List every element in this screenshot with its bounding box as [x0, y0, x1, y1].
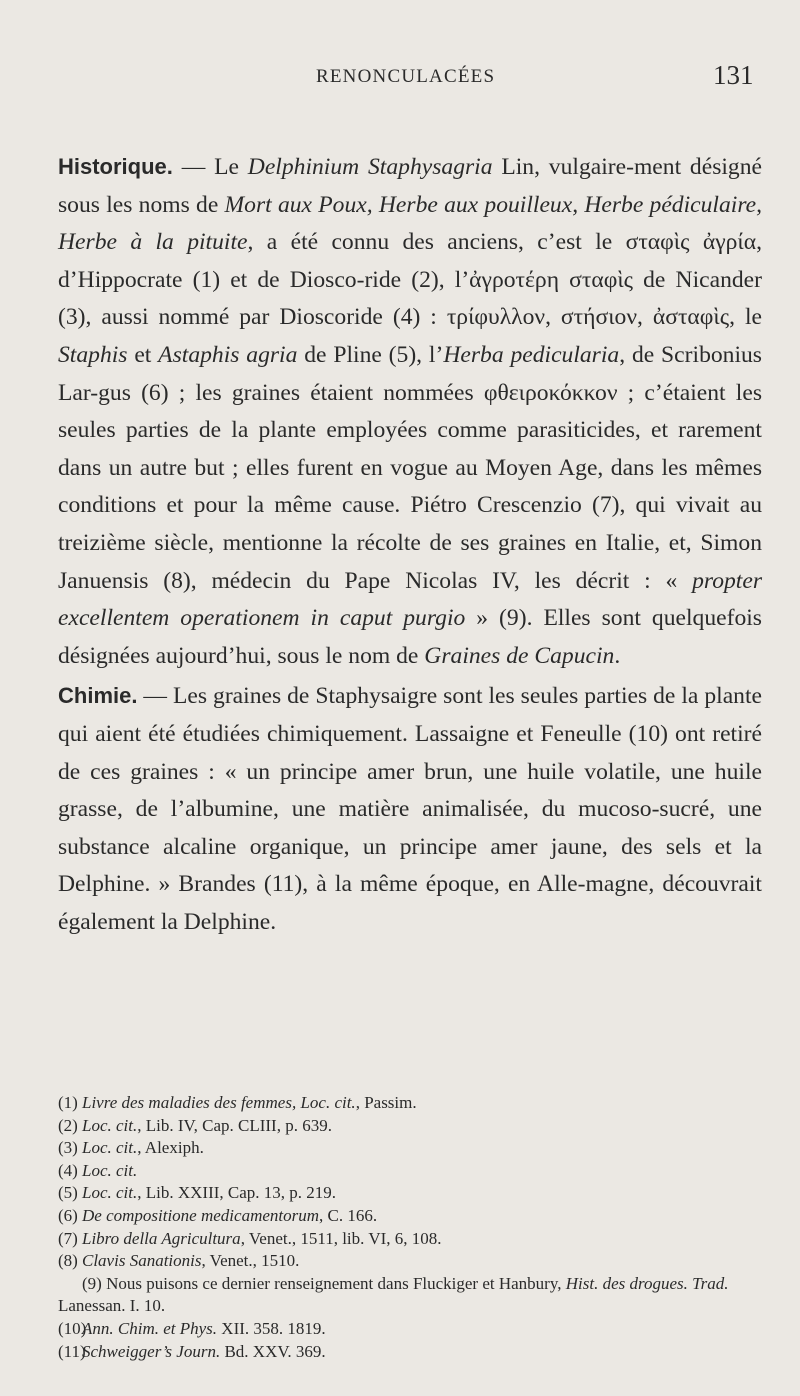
- body-text: .: [614, 642, 621, 669]
- body-italic-text: Staphis: [58, 341, 128, 368]
- footnotes: [58, 1092, 768, 1363]
- footnote-italic-text: Libro della Agricultura: [82, 1228, 241, 1248]
- page-number: 131: [713, 60, 754, 90]
- body-text: et: [127, 341, 159, 368]
- footnote: [58, 1092, 768, 1115]
- footnote-number: (4): [58, 1160, 78, 1180]
- footnote-italic-text: Loc. cit.: [82, 1183, 138, 1203]
- footnote: [58, 1341, 768, 1364]
- footnote-text: , Lib. IV, Cap. CLIII, p. 639.: [137, 1115, 332, 1135]
- body-italic-text: Graines de Capucin: [424, 642, 615, 669]
- footnote-italic-text: Hist. des drogues. Trad.: [565, 1273, 729, 1293]
- body-text: , de Scribonius Lar-gus (6) ; les graines étaient nommées φθειροκόκκον ; c’étaient les seules parties de la plante employées comme parasiticides, et rarement dans un autre but ; elles furent en vogue au Moyen Age, dans les mêmes conditions et pour la même cause. Piétro Crescenzio (7), qui vivait au treizième siècle, mentionne la récolte de ses graines en Italie, et, Simon Januensis (8), médecin du Pape Nicolas IV, les décrit : «: [58, 341, 762, 594]
- footnote: [58, 1318, 768, 1341]
- running-title: RENONCULACÉES: [316, 66, 496, 87]
- body-italic-text: Delphinium Staphysagria: [247, 154, 493, 180]
- body-italic-text: Mort aux Poux, Herbe aux pouilleux, Herbe pédiculaire, Herbe à la pituite: [58, 191, 763, 256]
- footnote-italic-text: Livre des maladies des femmes, Loc. cit.: [82, 1093, 356, 1112]
- body-italic-text: propter excellentem operationem in caput purgio: [58, 567, 762, 632]
- footnote-text: , Venet., 1511, lib. VI, 6, 108.: [240, 1228, 442, 1248]
- footnote-number: (8): [58, 1251, 78, 1271]
- footnote-number: (2): [58, 1115, 78, 1135]
- paragraph-chimie: [58, 677, 762, 941]
- footnote-number: (7): [58, 1228, 78, 1248]
- footnote-number: (1): [58, 1093, 78, 1112]
- paragraph-chimie-text: [58, 683, 762, 935]
- footnote-italic-text: Clavis Sanationis: [82, 1251, 202, 1271]
- body-text: — Les graines de Staphysaigre sont les seules parties de la plante qui aient été étudiées chimiquement. Lassaigne et Feneulle (10) ont retiré de ces graines : « un principe amer brun, une huile volatile, une huile grasse, de l’albumine, une matière animalisée, du mucoso-sucré, une substance alcaline organique, un principe amer jaune, des sels et la Delphine. » Brandes (11), à la même époque, en Alle-magne, découvrait également la Delphine.: [58, 683, 762, 935]
- footnote-text: , C. 166.: [319, 1205, 378, 1225]
- body-text: [58, 148, 762, 941]
- paragraph-historique: [58, 148, 762, 675]
- paragraph-historique-text: [58, 154, 762, 669]
- footnote: [58, 1182, 768, 1205]
- body-italic-text: Astaphis agria: [158, 341, 298, 368]
- footnote: [58, 1137, 768, 1160]
- footnote-text: , Passim.: [355, 1093, 417, 1112]
- footnote-text: XII. 358. 1819.: [217, 1318, 326, 1338]
- footnote-text: , Lib. XXIII, Cap. 13, p. 219.: [137, 1183, 337, 1203]
- footnote-italic-text: Loc. cit.: [82, 1160, 138, 1180]
- body-text: de Pline (5), l’: [297, 341, 444, 368]
- body-text: Lin, vulgaire-ment désigné sous les noms de: [58, 154, 763, 218]
- footnote-number: (11): [58, 1341, 86, 1361]
- footnote-number: (10): [58, 1318, 87, 1338]
- footnote-number: (9): [82, 1273, 102, 1293]
- footnote: [58, 1115, 768, 1138]
- footnote: [58, 1273, 768, 1318]
- footnote-text: Bd. XXV. 369.: [220, 1341, 326, 1361]
- footnote-italic-text: Ann. Chim. et Phys.: [82, 1318, 218, 1338]
- footnote-number: (5): [58, 1183, 78, 1203]
- footnote-number: (3): [58, 1138, 78, 1158]
- footnote-text: Lanessan. I. 10.: [58, 1296, 166, 1316]
- footnote-text: Nous puisons ce dernier renseignement dans Fluckiger et Hanbury,: [101, 1273, 566, 1293]
- footnote: [58, 1228, 768, 1251]
- section-label-chimie: Chimie.: [58, 683, 138, 709]
- body-text: » (9). Elles sont quelquefois désignées aujourd’hui, sous le nom de: [58, 605, 762, 669]
- footnote-text: , Venet., 1510.: [201, 1251, 300, 1271]
- section-label-historique: Historique.: [58, 154, 173, 179]
- footnote: [58, 1160, 768, 1183]
- footnote-italic-text: Loc. cit.: [82, 1115, 138, 1135]
- body-text: , a été connu des anciens, c’est le σταφὶς ἀγρία, d’Hippocrate (1) et de Diosco-ride (2), l’ἀγροτέρη σταφὶς de Nicander (3), aussi nommé par Dioscoride (4) : τρίφυλλον, στήσιον, ἀσταφὶς, le: [58, 229, 762, 331]
- running-head: [0, 60, 800, 106]
- footnote: [58, 1205, 768, 1228]
- footnote-italic-text: Schweigger’s Journ.: [82, 1341, 221, 1361]
- footnote-number: (6): [58, 1205, 78, 1225]
- body-italic-text: Herba pedicularia: [443, 341, 620, 368]
- footnote-italic-text: De compositione medicamentorum: [82, 1205, 320, 1225]
- body-text: — Le: [172, 154, 248, 180]
- footnote: [58, 1250, 768, 1273]
- footnote-italic-text: Loc. cit.: [82, 1138, 138, 1158]
- footnote-text: , Alexiph.: [137, 1138, 204, 1158]
